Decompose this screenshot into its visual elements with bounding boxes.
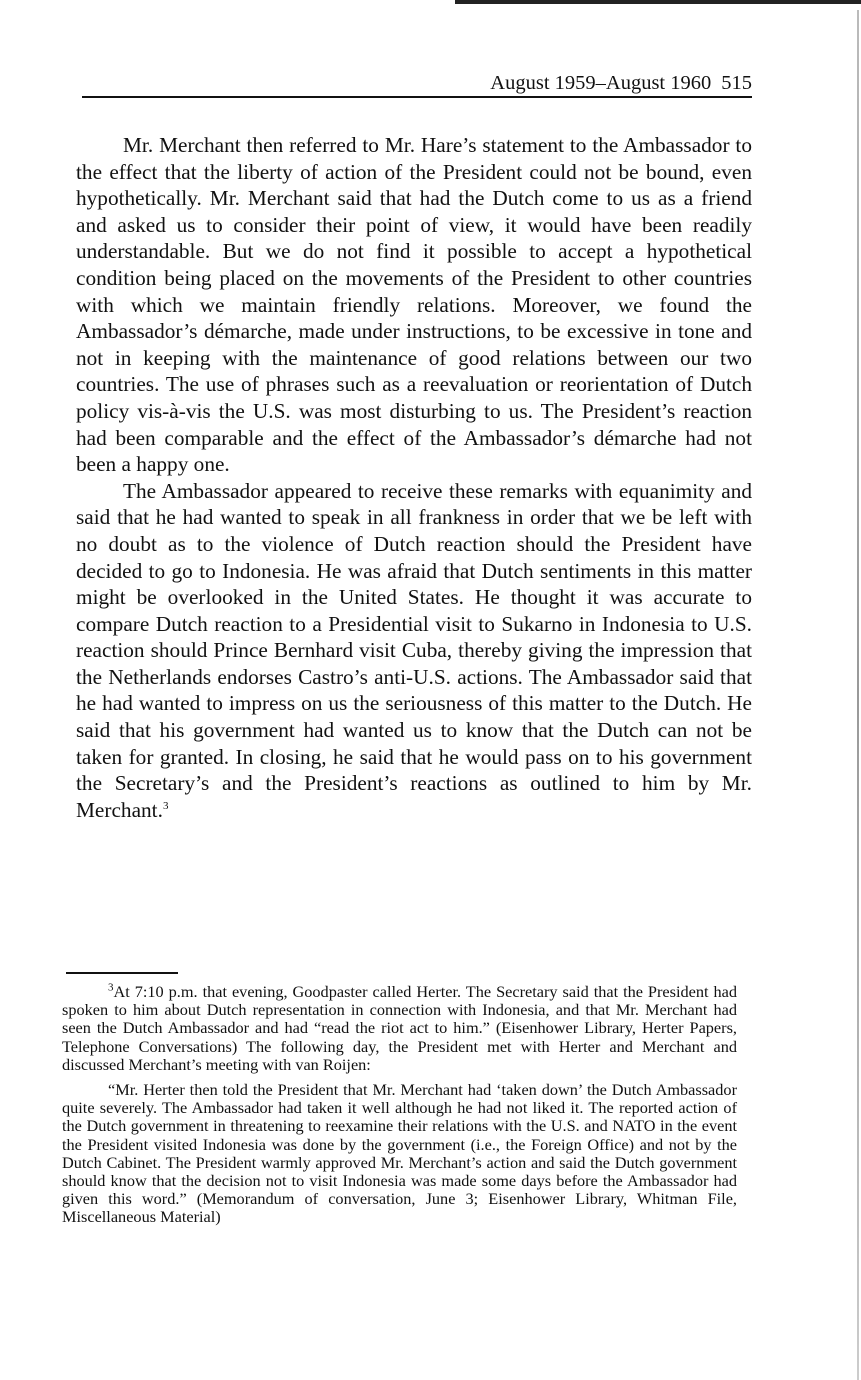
body-paragraph-text: The Ambassador appeared to receive these remarks with equanimity and said that he had wanted to speak in all frankness in order that we be left with no doubt as to the violence of Dutch reaction should the President have decided to go to Indonesia. He was afraid that Dutch sentiments in this matter might be overlooked in the United States. He thought it was accurate to compare Dutch reaction to a Presidential visit to Sukarno in Indonesia to U.S. reaction should Prince Bernhard visit Cuba, thereby giving the impression that the Netherlands endorses Castro’s anti-U.S. actions. The Ambassador said that he had wanted to impress on us the seriousness of this matter to the Dutch. He said that his government had wanted us to know that the Dutch can not be taken for granted. In closing, he said that he would pass on to his government the Secretary’s and the President’s reactions as outlined to him by Mr. Merchant.	[76, 478, 752, 822]
running-header	[82, 70, 752, 96]
page-number: 515	[721, 72, 752, 94]
scan-top-edge	[455, 0, 861, 4]
body-paragraph	[76, 478, 752, 824]
footnote-text: At 7:10 p.m. that evening, Goodpaster called Herter. The Secretary said that the President had spoken to him about Dutch representation in connection with Indonesia, and that Mr. Merchant had seen the Dutch Ambassador and had “read the riot act to him.” (Eisenhower Library, Herter Papers, Telephone Conversations) The following day, the President met with Herter and Merchant and discussed Merchant’s meeting with van Roijen:	[62, 982, 737, 1074]
footnote	[62, 983, 737, 1227]
footnote-paragraph	[62, 983, 737, 1074]
footnote-reference[interactable]: 3	[162, 799, 169, 812]
running-title: August 1959–August 1960	[490, 72, 712, 94]
body-paragraph: Mr. Merchant then referred to Mr. Hare’s statement to the Ambassador to the effect that the liberty of action of the President could not be bound, even hypothetically. Mr. Merchant said that had the Dutch come to us as a friend and asked us to consider their point of view, it would have been readily understandable. But we do not find it possible to accept a hypothetical condition being placed on the movements of the President to other countries with which we maintain friendly relations. Moreover, we found the Ambassador’s démarche, made under instructions, to be excessive in tone and not in keeping with the maintenance of good relations between our two countries. The use of phrases such as a reevaluation or reorientation of Dutch policy vis-à-vis the U.S. was most disturbing to us. The President’s reaction had been comparable and the effect of the Ambassador’s démarche had not been a happy one.	[76, 133, 752, 477]
body-text	[76, 132, 752, 823]
footnote-marker: 3	[108, 981, 114, 994]
scan-right-edge	[857, 10, 859, 1380]
header-rule	[82, 96, 752, 98]
footnote-quote: “Mr. Herter then told the President that Mr. Merchant had ‘taken down’ the Dutch Ambassador quite severely. The Ambassador had taken it well although he had not liked it. The reported action of the Dutch government in threatening to reexamine their relations with the U.S. and NATO in the event the President visited Indonesia was done by the government (i.e., the Foreign Office) and not by the Dutch Cabinet. The President warmly approved Mr. Merchant’s action and said the Dutch government should know that the decision not to visit Indonesia was made some days before the Ambassador had given this word.” (Memorandum of conversation, June 3; Eisenhower Library, Whitman File, Miscellaneous Material)	[62, 1080, 737, 1227]
footnote-rule	[66, 972, 178, 974]
